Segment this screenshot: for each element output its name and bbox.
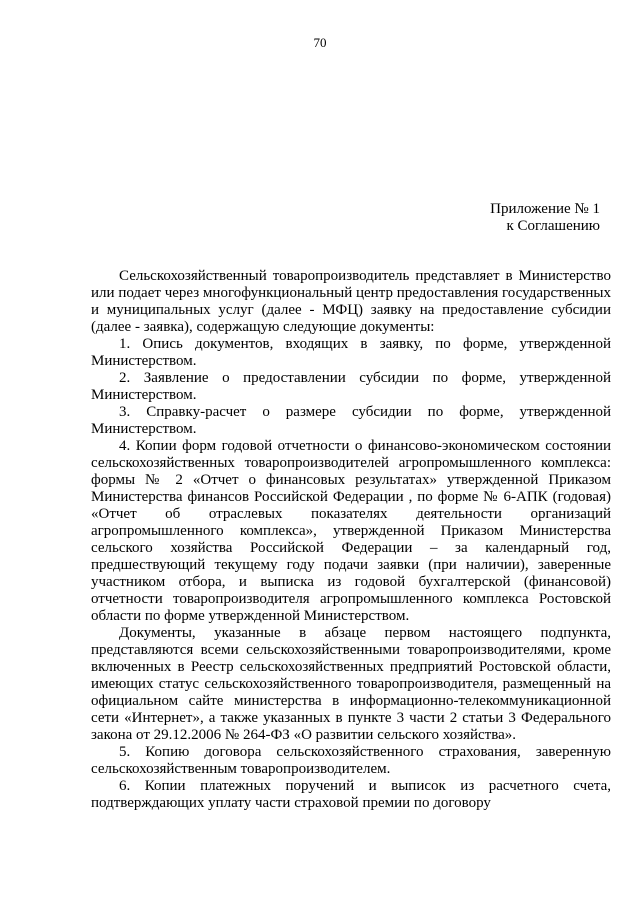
document-body <box>91 268 611 812</box>
paragraph-item-1: 1. Опись документов, входящих в заявку, по форме, утвержденной Министерством. <box>91 336 611 369</box>
paragraph-intro: Сельскохозяйственный товаропроизводитель представляет в Министерство или подает через многофункциональный центр предоставления государственных и муниципальных услуг (далее - МФЦ) заявку на предоставление субсидии (далее - заявка), содержащую следующие документы: <box>91 268 611 335</box>
paragraph-item-5: 5. Копию договора сельскохозяйственного страхования, заверенную сельскохозяйственным товаропроизводителем. <box>91 744 611 777</box>
paragraph-item-3: 3. Справку-расчет о размере субсидии по форме, утвержденной Министерством. <box>91 404 611 437</box>
page-number: 70 <box>313 35 327 50</box>
paragraph-documents-note: Документы, указанные в абзаце первом настоящего подпункта, представляются всеми сельскохозяйственными товаропроизводителями, кроме включенных в Реестр сельскохозяйственных предприятий Ростовской области, имеющих статус сельскохозяйственного товаропроизводителя, размещенный на официальном сайте министерства в информационно-телекоммуникационной сети «Интернет», а также указанных в пункте 3 части 2 статьи 3 Федерального закона от 29.12.2006 № 264-ФЗ «О развитии сельского хозяйства». <box>91 625 611 743</box>
paragraph-item-2: 2. Заявление о предоставлении субсидии по форме, утвержденной Министерством. <box>91 370 611 403</box>
appendix-title: Приложение № 1 <box>490 201 600 217</box>
paragraph-item-6: 6. Копии платежных поручений и выписок из расчетного счета, подтверждающих уплату части страховой премии по договору <box>91 778 611 811</box>
appendix-heading <box>430 201 600 235</box>
paragraph-item-4: 4. Копии форм годовой отчетности о финансово-экономическом состоянии сельскохозяйственных товаропроизводителей агропромышленного комплекса: формы № 2 «Отчет о финансовых результатах» утвержденной Приказом Министерства финансов Российской Федерации , по форме № 6-АПК (годовая) «Отчет об отраслевых показателях деятельности организаций агропромышленного комплекса», утвержденной Приказом Министерства сельского хозяйства Российской Федерации – за календарный год, предшествующий текущему году подачи заявки (при наличии), заверенные участником отбора, и выписка из годовой бухгалтерской (финансовой) отчетности товаропроизводителя агропромышленного комплекса Ростовской области по форме утвержденной Министерством. <box>91 438 611 624</box>
appendix-subtitle: к Соглашению <box>506 218 600 234</box>
